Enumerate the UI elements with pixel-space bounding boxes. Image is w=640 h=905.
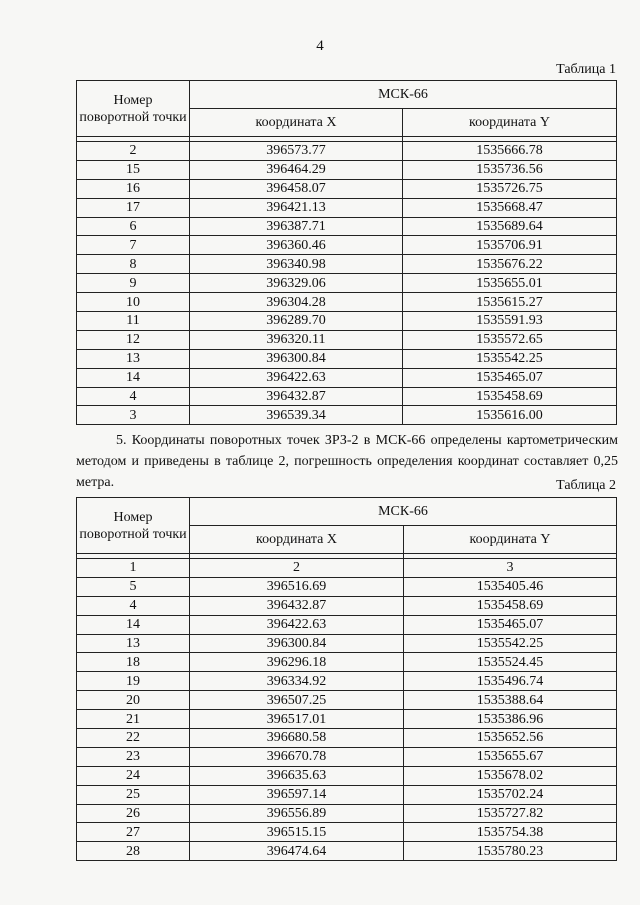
point-number-cell: 13 <box>77 634 190 653</box>
point-number-cell: 12 <box>77 330 190 349</box>
point-number-cell: 19 <box>77 672 190 691</box>
table1-point-header: Номер поворотной точки <box>77 81 190 137</box>
table-row <box>77 349 617 368</box>
coordinate-x-cell: 396516.69 <box>190 577 404 596</box>
table-row <box>77 653 617 672</box>
coordinate-y-cell: 1535689.64 <box>403 217 617 236</box>
coordinate-y-cell: 1535458.69 <box>403 387 617 406</box>
coordinate-y-cell: 1535496.74 <box>404 672 617 691</box>
coordinate-x-cell: 396422.63 <box>190 368 403 387</box>
point-number-cell: 8 <box>77 255 190 274</box>
point-number-cell: 24 <box>77 766 190 785</box>
coordinate-x-cell: 396300.84 <box>190 349 403 368</box>
coordinate-y-cell: 1535727.82 <box>404 804 617 823</box>
coordinate-x-cell: 396597.14 <box>190 785 404 804</box>
coordinate-x-cell: 396422.63 <box>190 615 404 634</box>
table-row <box>77 823 617 842</box>
coordinate-y-cell: 1535572.65 <box>403 330 617 349</box>
table-row <box>77 142 617 161</box>
coordinate-x-cell: 396304.28 <box>190 293 403 312</box>
point-number-cell: 1 <box>77 559 190 578</box>
coordinate-y-cell: 1535678.02 <box>404 766 617 785</box>
coordinate-y-cell: 1535736.56 <box>403 160 617 179</box>
point-number-cell: 22 <box>77 729 190 748</box>
coordinate-x-cell: 396360.46 <box>190 236 403 255</box>
point-number-cell: 4 <box>77 596 190 615</box>
point-number-cell: 26 <box>77 804 190 823</box>
coordinate-x-cell: 396507.25 <box>190 691 404 710</box>
coordinate-x-cell: 396539.34 <box>190 406 403 425</box>
page-number: 4 <box>316 38 324 54</box>
coordinate-x-cell: 396421.13 <box>190 198 403 217</box>
table1 <box>76 80 617 425</box>
coordinate-y-cell: 1535666.78 <box>403 142 617 161</box>
table2-y-header: координата Y <box>404 526 617 554</box>
coordinate-y-cell: 1535616.00 <box>403 406 617 425</box>
coordinate-x-cell: 396334.92 <box>190 672 404 691</box>
point-number-cell: 28 <box>77 842 190 861</box>
table-row <box>77 330 617 349</box>
coordinate-x-cell: 396289.70 <box>190 312 403 331</box>
coordinate-x-cell: 396432.87 <box>190 596 404 615</box>
table2 <box>76 497 617 861</box>
table-row <box>77 312 617 331</box>
coordinate-y-cell: 1535465.07 <box>403 368 617 387</box>
point-number-cell: 27 <box>77 823 190 842</box>
coordinate-x-cell: 396515.15 <box>190 823 404 842</box>
point-number-cell: 5 <box>77 577 190 596</box>
coordinate-x-cell: 396517.01 <box>190 710 404 729</box>
table-row <box>77 577 617 596</box>
coordinate-x-cell: 2 <box>190 559 404 578</box>
table-row <box>77 842 617 861</box>
coordinate-y-cell: 1535405.46 <box>404 577 617 596</box>
table-row <box>77 406 617 425</box>
table-row <box>77 559 617 578</box>
coordinate-x-cell: 396458.07 <box>190 179 403 198</box>
point-number-cell: 20 <box>77 691 190 710</box>
coordinate-y-cell: 1535668.47 <box>403 198 617 217</box>
coordinate-y-cell: 1535702.24 <box>404 785 617 804</box>
table-row <box>77 179 617 198</box>
point-number-cell: 15 <box>77 160 190 179</box>
table2-x-header: координата X <box>190 526 404 554</box>
coordinate-y-cell: 1535591.93 <box>403 312 617 331</box>
table-row <box>77 198 617 217</box>
table2-caption: Таблица 2 <box>556 478 616 493</box>
coordinate-x-cell: 396296.18 <box>190 653 404 672</box>
table1-x-header: координата X <box>190 109 403 137</box>
point-number-cell: 13 <box>77 349 190 368</box>
coordinate-x-cell: 396573.77 <box>190 142 403 161</box>
coordinate-y-cell: 1535780.23 <box>404 842 617 861</box>
table-row <box>77 368 617 387</box>
point-number-cell: 2 <box>77 142 190 161</box>
table-row <box>77 596 617 615</box>
point-number-cell: 9 <box>77 274 190 293</box>
coordinate-y-cell: 1535542.25 <box>403 349 617 368</box>
table-row <box>77 729 617 748</box>
table-row <box>77 672 617 691</box>
coordinate-y-cell: 1535465.07 <box>404 615 617 634</box>
coordinate-x-cell: 396680.58 <box>190 729 404 748</box>
point-number-cell: 7 <box>77 236 190 255</box>
point-number-cell: 23 <box>77 747 190 766</box>
coordinate-x-cell: 396474.64 <box>190 842 404 861</box>
table1-system-header: МСК-66 <box>190 81 617 109</box>
paragraph-text: 5. Координаты поворотных точек ЗРЗ-2 в МСК-66 определены картометрическим методом и приведены в таблице 2, погрешность определения координат составляет 0,25 метра. <box>76 433 618 490</box>
table-row <box>77 766 617 785</box>
point-number-cell: 4 <box>77 387 190 406</box>
table-row <box>77 615 617 634</box>
coordinate-x-cell: 396320.11 <box>190 330 403 349</box>
table-row <box>77 274 617 293</box>
table-row <box>77 387 617 406</box>
table-row <box>77 747 617 766</box>
coordinate-y-cell: 1535655.67 <box>404 747 617 766</box>
paragraph-5 <box>76 430 618 493</box>
coordinate-x-cell: 396670.78 <box>190 747 404 766</box>
coordinate-y-cell: 1535726.75 <box>403 179 617 198</box>
coordinate-y-cell: 1535652.56 <box>404 729 617 748</box>
coordinate-y-cell: 1535615.27 <box>403 293 617 312</box>
table-row <box>77 804 617 823</box>
point-number-cell: 16 <box>77 179 190 198</box>
coordinate-x-cell: 396556.89 <box>190 804 404 823</box>
table-row <box>77 785 617 804</box>
table-row <box>77 293 617 312</box>
table-row <box>77 691 617 710</box>
point-number-cell: 14 <box>77 615 190 634</box>
coordinate-x-cell: 396300.84 <box>190 634 404 653</box>
table-row <box>77 255 617 274</box>
table1-y-header: координата Y <box>403 109 617 137</box>
coordinate-y-cell: 1535386.96 <box>404 710 617 729</box>
table-row <box>77 634 617 653</box>
coordinate-y-cell: 1535524.45 <box>404 653 617 672</box>
point-number-cell: 14 <box>77 368 190 387</box>
point-number-cell: 10 <box>77 293 190 312</box>
table1-body <box>77 142 617 425</box>
point-number-cell: 6 <box>77 217 190 236</box>
point-number-cell: 11 <box>77 312 190 331</box>
coordinate-x-cell: 396432.87 <box>190 387 403 406</box>
table-row <box>77 710 617 729</box>
point-number-cell: 17 <box>77 198 190 217</box>
coordinate-y-cell: 1535542.25 <box>404 634 617 653</box>
coordinate-x-cell: 396635.63 <box>190 766 404 785</box>
point-number-cell: 25 <box>77 785 190 804</box>
table-row <box>77 217 617 236</box>
table-row <box>77 160 617 179</box>
coordinate-x-cell: 396329.06 <box>190 274 403 293</box>
coordinate-y-cell: 1535754.38 <box>404 823 617 842</box>
coordinate-y-cell: 3 <box>404 559 617 578</box>
coordinate-x-cell: 396464.29 <box>190 160 403 179</box>
point-number-cell: 21 <box>77 710 190 729</box>
coordinate-y-cell: 1535706.91 <box>403 236 617 255</box>
table-row <box>77 236 617 255</box>
table2-point-header: Номер поворотной точки <box>77 498 190 554</box>
coordinate-x-cell: 396340.98 <box>190 255 403 274</box>
point-number-cell: 18 <box>77 653 190 672</box>
point-number-cell: 3 <box>77 406 190 425</box>
coordinate-y-cell: 1535676.22 <box>403 255 617 274</box>
coordinate-y-cell: 1535388.64 <box>404 691 617 710</box>
table2-body <box>77 559 617 861</box>
coordinate-x-cell: 396387.71 <box>190 217 403 236</box>
coordinate-y-cell: 1535655.01 <box>403 274 617 293</box>
coordinate-y-cell: 1535458.69 <box>404 596 617 615</box>
table1-caption: Таблица 1 <box>556 62 616 77</box>
table2-system-header: МСК-66 <box>190 498 617 526</box>
